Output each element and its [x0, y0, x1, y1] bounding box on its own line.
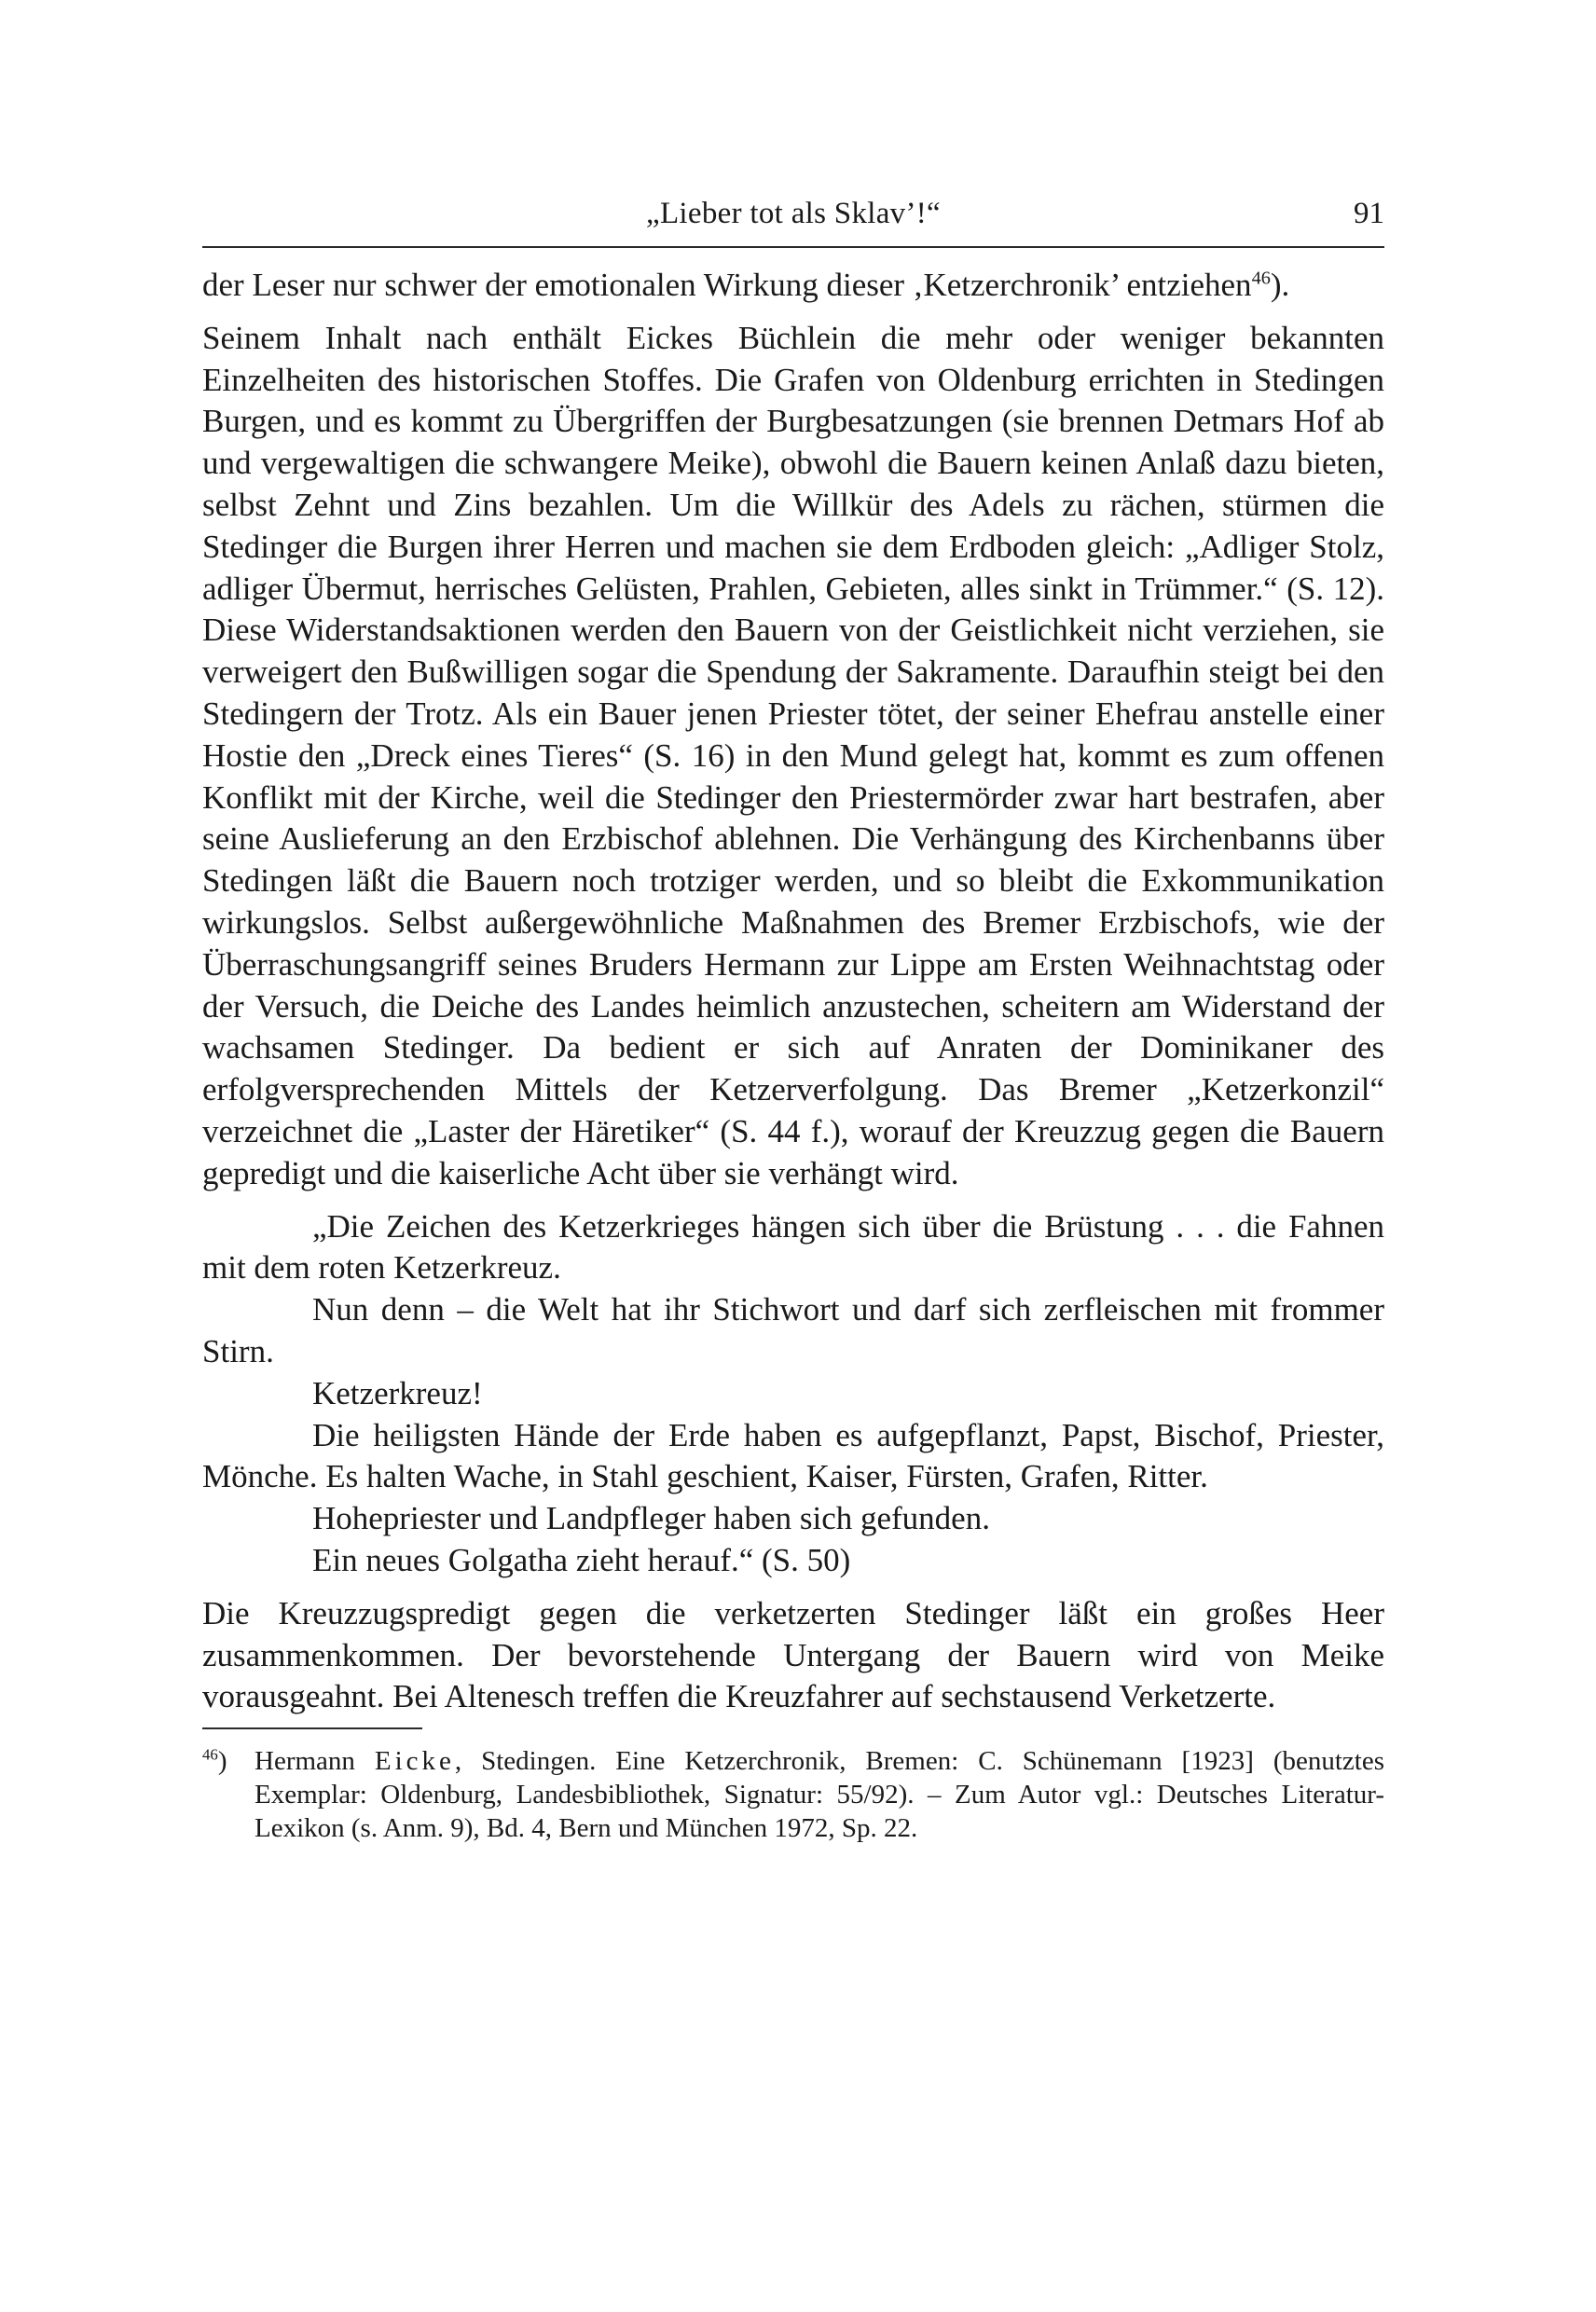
quote-line: Hohepriester und Landpfleger haben sich gefunden.: [312, 1500, 990, 1537]
paragraph-2: Seinem Inhalt nach enthält Eickes Büchlein die mehr oder weniger bekannten Einzelheiten des historischen Stoffes. Die Grafen von Oldenburg errichten in Stedingen Burgen, und es kommt zu Übergriffen der Burgbesatzungen (sie brennen Detmars Hof ab und vergewaltigen die schwangere Meike), obwohl die Bauern keinen Anlaß dazu bieten, selbst Zehnt und Zins bezahlen. Um die Willkür des Adels zu rächen, stürmen die Stedinger die Burgen ihrer Herren und machen sie dem Erdboden gleich: „Adliger Stolz, adliger Übermut, herrisches Gelüsten, Prahlen, Gebieten, alles sinkt in Trümmer.“ (S. 12). Diese Widerstandsaktionen werden den Bauern von der Geistlichkeit nicht verziehen, sie verweigert den Bußwilligen sogar die Spendung der Sakramente. Daraufhin steigt bei den Stedingern der Trotz. Als ein Bauer jenen Priester tötet, der seiner Ehefrau anstelle einer Hostie den „Dreck eines Tieres“ (S. 16) in den Mund gelegt hat, kommt es zum offenen Konflikt mit der Kirche, weil die Stedinger den Priestermörder zwar hart bestrafen, aber seine Auslieferung an den Erzbischof ablehnen. Die Verhängung des Kirchenbanns über Stedingen läßt die Bauern noch trotziger werden, und so bleibt die Exkommunikation wirkungslos. Selbst außergewöhnliche Maßnahmen des Bremer Erzbischofs, wie der Überraschungsangriff seines Bruders Hermann zur Lippe am Ersten Weihnachtstag oder der Versuch, die Deiche des Landes heimlich anzustechen, scheitern am Widerstand der wachsamen Stedinger. Da bedient er sich auf Anraten der Dominikaner des erfolgversprechenden Mittels der Ketzerverfolgung. Das Bremer „Ketzerkonzil“ verzeichnet die „Laster der Häretiker“ (S. 44 f.), worauf der Kreuzzug gegen die Bauern gepredigt und die kaiserliche Acht über sie verhängt wird.: [202, 319, 1384, 1191]
paragraph-1: [202, 265, 1384, 307]
footnote-author-first: Hermann: [255, 1746, 375, 1777]
running-head: [202, 186, 1384, 241]
footnote-text: , Stedingen. Eine Ketzerchronik, Bremen: C. Schünemann [1923] (benutztes Exemplar: Oldenburg, Landesbibliothek, Signatur: 55/92). – Zum Autor vgl.: Deutsches Literatur-Lexikon (s. Anm. 9), Bd. 4, Bern und München 1972, Sp. 22.: [255, 1746, 1384, 1844]
quote-line: Ein neues Golgatha zieht herauf.“ (S. 50): [312, 1541, 851, 1578]
quote-line: Nun denn – die Welt hat ihr Stichwort und darf sich zerfleischen mit frommer Stirn.: [202, 1291, 1384, 1369]
quote-line: Ketzerkreuz!: [312, 1374, 483, 1411]
quote-line: Die heiligsten Hände der Erde haben es aufgepflanzt, Papst, Bischof, Priester, Mönche. Es halten Wache, in Stahl geschient, Kaiser, Fürsten, Grafen, Ritter.: [202, 1416, 1384, 1495]
quote-line: „Die Zeichen des Ketzerkrieges hängen sich über die Brüstung . . . die Fahnen mit dem roten Ketzerkreuz.: [202, 1207, 1384, 1287]
footnote: [202, 1744, 1384, 1845]
footnote-paren: ): [217, 1746, 227, 1777]
block-quote: [202, 1206, 1384, 1582]
paragraph-3: Die Kreuzzugspredigt gegen die verketzerten Stedinger läßt ein großes Heer zusammenkommen. Der bevorstehende Untergang der Bauern wird von Meike vorausgeahnt. Bei Altenesch treffen die Kreuzfahrer auf sechstausend Verketzerte.: [202, 1594, 1384, 1715]
footnote-number: 46: [202, 1745, 218, 1764]
main-text: [202, 265, 1384, 1718]
footnote-marker: [202, 1744, 227, 1778]
paragraph-1-text: der Leser nur schwer der emotionalen Wirkung dieser ‚Ketzerchronik’ entziehen: [202, 267, 1252, 303]
running-title: „Lieber tot als Sklav’!“: [646, 197, 941, 230]
footnote-author-last: Eicke: [374, 1746, 455, 1777]
footnote-rule: [202, 1727, 422, 1729]
header-rule: [202, 246, 1384, 248]
footnote-reference: 46: [1251, 268, 1271, 289]
paragraph-1-end: ).: [1270, 267, 1290, 303]
book-page: [202, 186, 1384, 1845]
page-number: 91: [1354, 197, 1384, 230]
